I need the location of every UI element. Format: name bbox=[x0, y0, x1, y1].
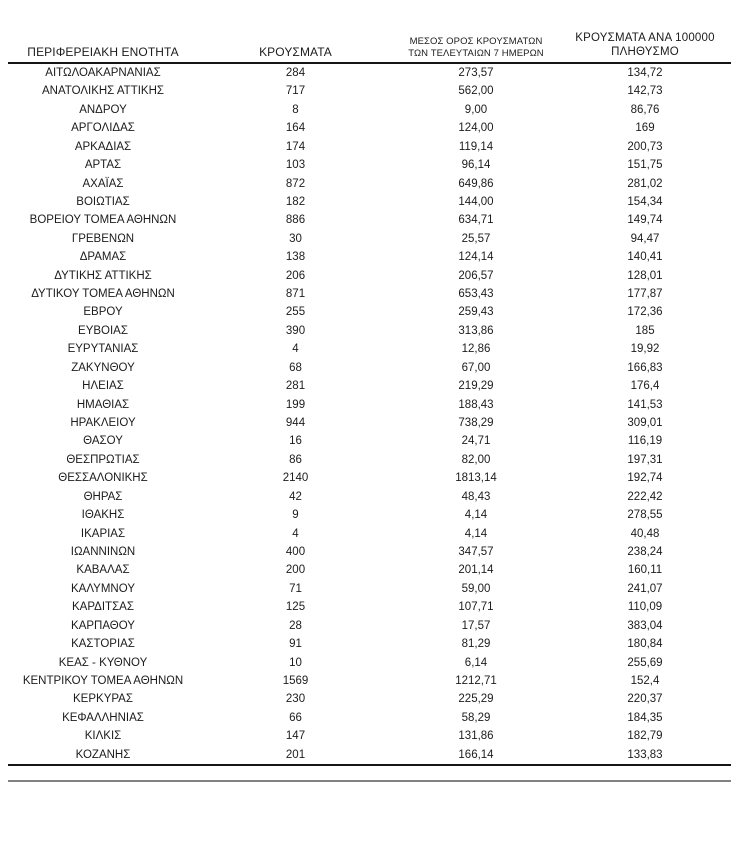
header-cases bbox=[198, 24, 393, 63]
cases-cell: 4 bbox=[292, 527, 299, 540]
closing-rule bbox=[8, 780, 731, 782]
avg-7day-cell: 58,29 bbox=[461, 711, 491, 724]
table-row bbox=[8, 230, 731, 248]
table-row bbox=[8, 63, 731, 82]
region-name-cell: ΘΕΣΣΑΛΟΝΙΚΗΣ bbox=[58, 472, 148, 485]
table-row bbox=[8, 101, 731, 119]
cases-cell: 71 bbox=[289, 582, 302, 595]
region-name-cell: ΑΝΑΤΟΛΙΚΗΣ ΑΤΤΙΚΗΣ bbox=[41, 85, 164, 98]
region-name-cell: ΚΑΛΥΜΝΟΥ bbox=[71, 582, 135, 595]
header-row bbox=[8, 24, 731, 63]
table-row bbox=[8, 156, 731, 174]
region-name-cell: ΖΑΚΥΝΘΟΥ bbox=[71, 361, 135, 374]
avg-7day-cell: 562,00 bbox=[458, 85, 494, 98]
table-row bbox=[8, 451, 731, 469]
per-100000-cell: 140,41 bbox=[627, 251, 663, 264]
region-name-cell: ΑΡΚΑΔΙΑΣ bbox=[74, 140, 132, 153]
per-100000-cell: 172,36 bbox=[627, 306, 663, 319]
avg-7day-cell: 59,00 bbox=[461, 582, 491, 595]
regional-cases-table bbox=[8, 24, 731, 766]
region-name-cell: ΔΡΑΜΑΣ bbox=[79, 251, 127, 264]
avg-7day-cell: 96,14 bbox=[461, 159, 491, 172]
table-row bbox=[8, 414, 731, 432]
avg-7day-cell: 119,14 bbox=[458, 140, 494, 153]
per-100000-cell: 222,42 bbox=[627, 490, 663, 503]
avg-7day-cell: 48,43 bbox=[461, 490, 491, 503]
per-100000-cell: 309,01 bbox=[627, 417, 663, 430]
region-name-cell: ΚΕΑΣ - ΚΥΘΝΟΥ bbox=[58, 656, 148, 669]
cases-cell: 944 bbox=[285, 417, 306, 430]
per-100000-cell: 154,34 bbox=[627, 195, 663, 208]
region-name-cell: ΚΟΖΑΝΗΣ bbox=[8, 746, 198, 765]
table-row bbox=[8, 635, 731, 653]
cases-cell: 281 bbox=[285, 380, 306, 393]
per-100000-cell: 110,09 bbox=[627, 601, 663, 614]
table-row bbox=[8, 359, 731, 377]
avg-7day-cell: 188,43 bbox=[458, 398, 494, 411]
cases-cell: 68 bbox=[289, 361, 302, 374]
per-100000-cell: 180,84 bbox=[627, 638, 663, 651]
table-row bbox=[8, 285, 731, 303]
avg-7day-cell: 166,14 bbox=[393, 746, 559, 765]
region-name-cell: ΕΒΡΟΥ bbox=[83, 306, 123, 319]
table-row bbox=[8, 525, 731, 543]
table-row bbox=[8, 303, 731, 321]
region-name-cell: ΙΚΑΡΙΑΣ bbox=[80, 527, 126, 540]
cases-cell: 871 bbox=[285, 288, 306, 301]
region-name-cell: ΚΑΒΑΛΑΣ bbox=[76, 564, 130, 577]
table-row bbox=[8, 654, 731, 672]
region-name-cell: ΚΑΡΔΙΤΣΑΣ bbox=[72, 601, 134, 614]
per-100000-cell: 86,76 bbox=[630, 103, 660, 116]
table-row bbox=[8, 119, 731, 137]
table-row bbox=[8, 211, 731, 229]
cases-cell: 174 bbox=[285, 140, 306, 153]
per-100000-cell: 278,55 bbox=[627, 509, 663, 522]
avg-7day-cell: 9,00 bbox=[464, 103, 488, 116]
avg-7day-cell: 219,29 bbox=[458, 380, 494, 393]
avg-7day-cell: 649,86 bbox=[458, 177, 494, 190]
region-name-cell: ΒΟΡΕΙΟΥ ΤΟΜΕΑ ΑΘΗΝΩΝ bbox=[29, 214, 177, 227]
header-avg-cases-7days-line1: ΜΕΣΟΣ ΟΡΟΣ ΚΡΟΥΣΜΑΤΩΝ bbox=[409, 36, 543, 47]
avg-7day-cell: 201,14 bbox=[458, 564, 494, 577]
table-row bbox=[8, 377, 731, 395]
cases-cell: 4 bbox=[292, 343, 299, 356]
avg-7day-cell: 634,71 bbox=[458, 214, 494, 227]
cases-cell: 199 bbox=[285, 398, 306, 411]
per-100000-cell: 40,48 bbox=[630, 527, 660, 540]
avg-7day-cell: 4,14 bbox=[464, 509, 488, 522]
per-100000-cell: 19,92 bbox=[630, 343, 660, 356]
cases-cell: 91 bbox=[289, 638, 302, 651]
table-row bbox=[8, 488, 731, 506]
per-100000-cell: 197,31 bbox=[627, 453, 663, 466]
avg-7day-cell: 347,57 bbox=[458, 545, 494, 558]
region-name-cell: ΑΡΓΟΛΙΔΑΣ bbox=[71, 122, 135, 135]
per-100000-cell: 182,79 bbox=[627, 730, 663, 743]
cases-cell: 200 bbox=[285, 564, 306, 577]
table-row bbox=[8, 672, 731, 690]
cases-cell: 138 bbox=[285, 251, 306, 264]
cases-cell: 717 bbox=[285, 85, 306, 98]
header-cases-per-100000 bbox=[559, 24, 731, 63]
per-100000-cell: 128,01 bbox=[627, 269, 663, 282]
table-row bbox=[8, 727, 731, 745]
header-cases-per-100000-line2: ΠΛΗΘΥΣΜΟ bbox=[611, 45, 679, 58]
table-row bbox=[8, 746, 731, 765]
cases-cell: 9 bbox=[292, 509, 299, 522]
region-name-cell: ΘΗΡΑΣ bbox=[83, 490, 123, 503]
cases-cell: 201 bbox=[198, 746, 393, 765]
avg-7day-cell: 144,00 bbox=[458, 195, 494, 208]
per-100000-cell: 200,73 bbox=[627, 140, 663, 153]
table-row bbox=[8, 267, 731, 285]
per-100000-cell: 149,74 bbox=[627, 214, 663, 227]
per-100000-cell: 166,83 bbox=[627, 361, 663, 374]
avg-7day-cell: 206,57 bbox=[458, 269, 494, 282]
cases-cell: 1569 bbox=[282, 674, 309, 687]
cases-cell: 255 bbox=[285, 306, 306, 319]
cases-cell: 886 bbox=[285, 214, 306, 227]
table-row bbox=[8, 469, 731, 487]
per-100000-cell: 255,69 bbox=[627, 656, 663, 669]
cases-cell: 400 bbox=[285, 545, 306, 558]
header-regional-unit bbox=[8, 24, 198, 63]
region-name-cell: ΔΥΤΙΚΟΥ ΤΟΜΕΑ ΑΘΗΝΩΝ bbox=[31, 288, 175, 301]
region-name-cell: ΑΙΤΩΛΟΑΚΑΡΝΑΝΙΑΣ bbox=[45, 67, 161, 79]
cases-cell: 10 bbox=[289, 656, 302, 669]
header-avg-cases-7days-line2: ΤΩΝ ΤΕΛΕΥΤΑΙΩΝ 7 ΗΜΕΡΩΝ bbox=[408, 47, 544, 59]
region-name-cell: ΑΧΑΪΑΣ bbox=[82, 177, 124, 190]
avg-7day-cell: 107,71 bbox=[458, 601, 494, 614]
table-row bbox=[8, 138, 731, 156]
cases-cell: 206 bbox=[285, 269, 306, 282]
avg-7day-cell: 25,57 bbox=[461, 232, 491, 245]
per-100000-cell: 184,35 bbox=[627, 711, 663, 724]
table-row bbox=[8, 82, 731, 100]
per-100000-cell: 281,02 bbox=[627, 177, 663, 190]
per-100000-cell: 133,83 bbox=[559, 746, 731, 765]
table-header bbox=[8, 24, 731, 63]
header-avg-cases-7days bbox=[393, 24, 559, 63]
header-regional-unit-label: ΠΕΡΙΦΕΡΕΙΑΚΗ ΕΝΟΤΗΤΑ bbox=[27, 45, 179, 59]
header-cases-per-100000-line1: ΚΡΟΥΣΜΑΤΑ ΑΝΑ 100000 bbox=[575, 32, 715, 44]
avg-7day-cell: 225,29 bbox=[458, 693, 494, 706]
table-body bbox=[8, 63, 731, 765]
per-100000-cell: 141,53 bbox=[627, 398, 663, 411]
table-row bbox=[8, 193, 731, 211]
cases-cell: 86 bbox=[289, 453, 302, 466]
cases-cell: 28 bbox=[289, 619, 302, 632]
region-name-cell: ΕΥΡΥΤΑΝΙΑΣ bbox=[67, 343, 139, 356]
avg-7day-cell: 273,57 bbox=[458, 67, 494, 79]
region-name-cell: ΑΡΤΑΣ bbox=[84, 159, 122, 172]
region-name-cell: ΔΥΤΙΚΗΣ ΑΤΤΙΚΗΣ bbox=[54, 269, 152, 282]
region-name-cell: ΗΜΑΘΙΑΣ bbox=[76, 398, 130, 411]
cases-cell: 66 bbox=[289, 711, 302, 724]
region-name-cell: ΘΑΣΟΥ bbox=[83, 435, 123, 448]
region-name-cell: ΚΑΡΠΑΘΟΥ bbox=[71, 619, 135, 632]
region-name-cell: ΗΡΑΚΛΕΙΟΥ bbox=[70, 417, 136, 430]
per-100000-cell: 177,87 bbox=[627, 288, 663, 301]
cases-cell: 16 bbox=[289, 435, 302, 448]
avg-7day-cell: 6,14 bbox=[464, 656, 488, 669]
table-row bbox=[8, 580, 731, 598]
cases-cell: 103 bbox=[285, 159, 306, 172]
per-100000-cell: 152,4 bbox=[630, 674, 660, 687]
per-100000-cell: 134,72 bbox=[627, 67, 663, 79]
avg-7day-cell: 12,86 bbox=[461, 343, 491, 356]
region-name-cell: ΚΕΡΚΥΡΑΣ bbox=[73, 693, 133, 706]
per-100000-cell: 142,73 bbox=[627, 85, 663, 98]
per-100000-cell: 160,11 bbox=[627, 564, 663, 577]
table-row bbox=[8, 561, 731, 579]
region-name-cell: ΗΛΕΙΑΣ bbox=[82, 380, 124, 393]
avg-7day-cell: 82,00 bbox=[461, 453, 491, 466]
region-name-cell: ΚΑΣΤΟΡΙΑΣ bbox=[71, 638, 135, 651]
avg-7day-cell: 17,57 bbox=[461, 619, 491, 632]
region-name-cell: ΑΝΔΡΟΥ bbox=[79, 103, 127, 116]
avg-7day-cell: 67,00 bbox=[461, 361, 491, 374]
avg-7day-cell: 124,14 bbox=[458, 251, 494, 264]
cases-cell: 125 bbox=[285, 601, 306, 614]
per-100000-cell: 192,74 bbox=[627, 472, 663, 485]
cases-cell: 182 bbox=[285, 195, 306, 208]
table-row bbox=[8, 543, 731, 561]
region-name-cell: ΙΘΑΚΗΣ bbox=[81, 509, 125, 522]
region-name-cell: ΓΡΕΒΕΝΩΝ bbox=[71, 232, 135, 245]
avg-7day-cell: 24,71 bbox=[461, 435, 491, 448]
region-name-cell: ΘΕΣΠΡΩΤΙΑΣ bbox=[66, 453, 140, 466]
cases-cell: 390 bbox=[285, 324, 306, 337]
table-row bbox=[8, 432, 731, 450]
region-name-cell: ΚΕΦΑΛΛΗΝΙΑΣ bbox=[62, 711, 144, 724]
avg-7day-cell: 1212,71 bbox=[455, 674, 497, 687]
table-row bbox=[8, 598, 731, 616]
per-100000-cell: 151,75 bbox=[627, 159, 663, 172]
region-name-cell: ΚΕΝΤΡΙΚΟΥ ΤΟΜΕΑ ΑΘΗΝΩΝ bbox=[22, 674, 184, 687]
cases-cell: 8 bbox=[292, 103, 299, 116]
region-name-cell: ΒΟΙΩΤΙΑΣ bbox=[76, 195, 130, 208]
table-row bbox=[8, 506, 731, 524]
per-100000-cell: 185 bbox=[635, 324, 655, 337]
cases-cell: 147 bbox=[285, 730, 306, 743]
cases-cell: 284 bbox=[285, 67, 306, 79]
per-100000-cell: 383,04 bbox=[627, 619, 663, 632]
cases-cell: 42 bbox=[289, 490, 302, 503]
avg-7day-cell: 259,43 bbox=[458, 306, 494, 319]
region-name-cell: ΕΥΒΟΙΑΣ bbox=[78, 324, 128, 337]
per-100000-cell: 169 bbox=[635, 122, 655, 135]
avg-7day-cell: 653,43 bbox=[458, 288, 494, 301]
avg-7day-cell: 124,00 bbox=[458, 122, 494, 135]
table-row bbox=[8, 175, 731, 193]
avg-7day-cell: 81,29 bbox=[461, 638, 491, 651]
table-row bbox=[8, 322, 731, 340]
avg-7day-cell: 1813,14 bbox=[455, 472, 497, 485]
per-100000-cell: 241,07 bbox=[627, 582, 663, 595]
per-100000-cell: 238,24 bbox=[627, 545, 663, 558]
avg-7day-cell: 738,29 bbox=[458, 417, 494, 430]
avg-7day-cell: 131,86 bbox=[458, 730, 494, 743]
table-row bbox=[8, 396, 731, 414]
avg-7day-cell: 4,14 bbox=[464, 527, 488, 540]
region-name-cell: ΙΩΑΝΝΙΝΩΝ bbox=[70, 545, 136, 558]
cases-cell: 872 bbox=[285, 177, 306, 190]
cases-cell: 164 bbox=[285, 122, 306, 135]
per-100000-cell: 220,37 bbox=[627, 693, 663, 706]
table-row bbox=[8, 248, 731, 266]
per-100000-cell: 94,47 bbox=[630, 232, 660, 245]
cases-cell: 2140 bbox=[282, 472, 309, 485]
cases-cell: 30 bbox=[289, 232, 302, 245]
table-row bbox=[8, 690, 731, 708]
region-name-cell: ΚΙΛΚΙΣ bbox=[84, 730, 122, 743]
table-row bbox=[8, 340, 731, 358]
table-row bbox=[8, 617, 731, 635]
header-cases-label: ΚΡΟΥΣΜΑΤΑ bbox=[259, 45, 332, 59]
cases-cell: 230 bbox=[285, 693, 306, 706]
avg-7day-cell: 313,86 bbox=[458, 324, 494, 337]
table-row bbox=[8, 709, 731, 727]
per-100000-cell: 176,4 bbox=[630, 380, 660, 393]
per-100000-cell: 116,19 bbox=[627, 435, 663, 448]
